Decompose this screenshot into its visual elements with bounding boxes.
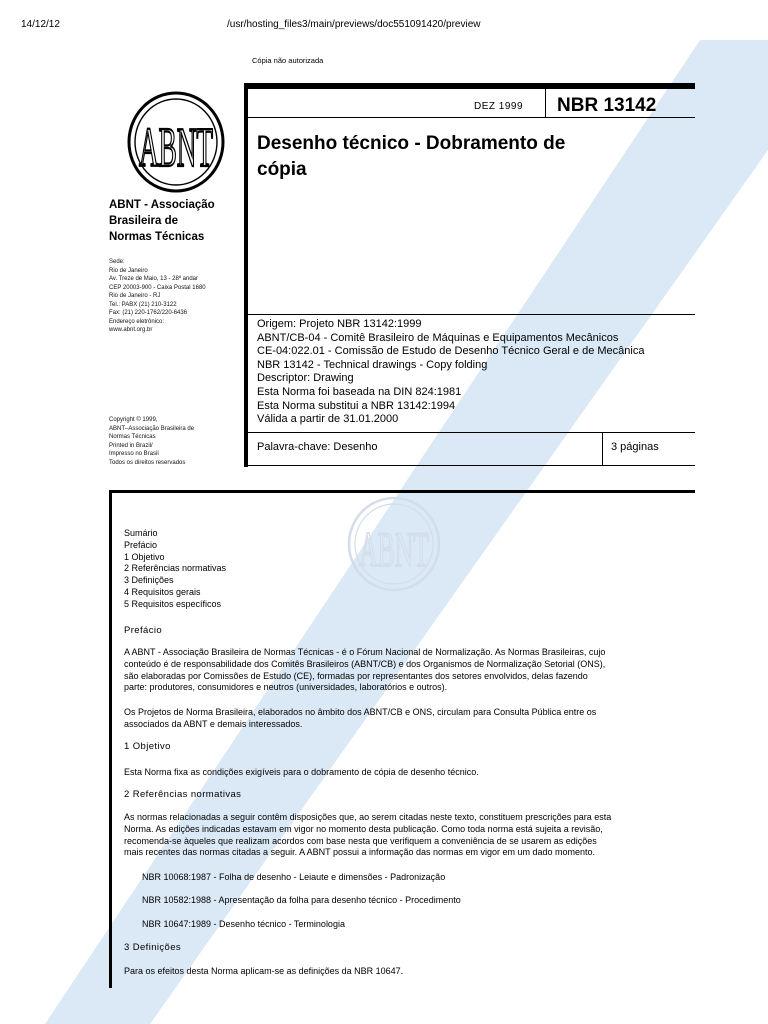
summary-item: 1 Objetivo bbox=[124, 551, 165, 562]
paragraph-line: recomenda-se àqueles que realizam acordos com base nesta que verifiquem a conveniência de se usarem as edições bbox=[124, 835, 597, 846]
copyright-line: Impresso no Brasil bbox=[109, 451, 159, 457]
abnt-watermark-logo bbox=[346, 495, 442, 593]
title-line: cópia bbox=[257, 159, 307, 180]
reference-item: NBR 10068:1987 - Folha de desenho - Leiaute e dimensões - Padronização bbox=[142, 872, 446, 882]
info-line: CE-04:022.01 - Comissão de Estudo de Desenho Técnico Geral e de Mecânica bbox=[257, 345, 645, 358]
preface-heading: Prefácio bbox=[124, 625, 163, 636]
org-line: Normas Técnicas bbox=[109, 231, 205, 243]
address-line: Fax: (21) 220-1762/220-6436 bbox=[109, 310, 188, 316]
cover-title-rule bbox=[248, 117, 695, 118]
keywords: Palavra-chave: Desenho bbox=[257, 441, 378, 453]
publication-date: DEZ 1999 bbox=[474, 101, 524, 112]
objective-heading: 1 Objetivo bbox=[124, 741, 171, 752]
paragraph-line: mais recentes das normas citadas a seguir. A ABNT possui a informação das normas em vigor em um dado momento. bbox=[124, 847, 596, 858]
cover-keyword-rule-top bbox=[248, 432, 695, 433]
paragraph-line: As normas relacionadas a seguir contêm disposições que, ao serem citadas neste texto, constituem prescrições para esta bbox=[124, 812, 612, 822]
unauthorized-copy-notice: Cópia não autorizada bbox=[252, 56, 324, 65]
copyright-line: Normas Técnicas bbox=[109, 434, 156, 440]
references-heading: 2 Referências normativas bbox=[124, 789, 242, 800]
paragraph-line: associados da ABNT e demais interessados. bbox=[124, 718, 303, 729]
paragraph-line: Os Projetos de Norma Brasileira, elaborados no âmbito dos ABNT/CB e ONS, circulam para Consulta Pública entre os bbox=[124, 707, 597, 717]
copyright-line: Todos os direitos reservados bbox=[109, 459, 186, 466]
summary-item: 4 Requisitos gerais bbox=[124, 586, 201, 597]
info-line: Válida a partir de 31.01.2000 bbox=[257, 413, 399, 426]
info-line: NBR 13142 - Technical drawings - Copy folding bbox=[257, 358, 488, 371]
cover-info-rule bbox=[248, 314, 695, 315]
cover-pages-divider bbox=[602, 432, 603, 466]
document-title bbox=[257, 131, 565, 183]
paragraph-line: conteúdo é de responsabilidade dos Comitês Brasileiros (ABNT/CB) e dos Organismos de Normalização Setorial (ONS), bbox=[124, 658, 606, 669]
address-line: CEP 20003-900 - Caixa Postal 1680 bbox=[109, 284, 206, 291]
references-text bbox=[124, 812, 611, 859]
reference-item: NBR 10647:1989 - Desenho técnico - Terminologia bbox=[142, 919, 345, 929]
org-line: Brasileira de bbox=[109, 215, 179, 227]
paragraph-line: Norma. As edições indicadas estavam em vigor no momento desta publicação. Como toda norma está sujeita a revisão, bbox=[124, 823, 603, 834]
definitions-heading: 3 Definições bbox=[124, 942, 182, 953]
print-path: /usr/hosting_files3/main/previews/doc551091420/preview bbox=[227, 19, 481, 30]
address-line: Av. Treze de Maio, 13 - 28º andar bbox=[109, 276, 199, 282]
reference-item: NBR 10582:1988 - Apresentação da folha para desenho técnico - Procedimento bbox=[142, 895, 461, 905]
paragraph-line: A ABNT - Associação Brasileira de Normas Técnicas - é o Fórum Nacional de Normalização. As Normas Brasileiras, cujo bbox=[124, 647, 606, 657]
address-line: Rio de Janeiro bbox=[109, 267, 148, 274]
cover-left-rule bbox=[244, 83, 248, 467]
copyright-line: Printed in Brazil/ bbox=[109, 442, 153, 449]
cover-top-rule bbox=[247, 83, 695, 89]
cover-number-divider bbox=[545, 89, 546, 118]
summary-item: 2 Referências normativas bbox=[124, 563, 227, 574]
address-line: Rio de Janeiro - RJ bbox=[109, 293, 161, 299]
address-line: Tel.: PABX (21) 210-3122 bbox=[109, 301, 177, 308]
paragraph-line: são elaboradas por Comissões de Estudo (CE), formadas por representantes dos setores envolvidos, delas fazendo bbox=[124, 670, 588, 681]
definitions-text: Para os efeitos desta Norma aplicam-se as definições da NBR 10647. bbox=[124, 966, 404, 976]
copyright-line: Copyright © 1999, bbox=[109, 417, 158, 423]
print-date: 14/12/12 bbox=[21, 19, 60, 30]
origin-info-block bbox=[257, 318, 644, 427]
abnt-logo-text: ABNT bbox=[139, 117, 213, 179]
abnt-watermark-text: ABNT bbox=[359, 521, 429, 577]
copyright-block bbox=[109, 416, 194, 467]
preface-paragraph-1 bbox=[124, 647, 605, 694]
address-block bbox=[109, 258, 206, 335]
abnt-logo bbox=[126, 90, 226, 194]
info-line: Esta Norma foi baseada na DIN 824:1981 bbox=[257, 385, 462, 398]
objective-text: Esta Norma fixa as condições exigíveis para o dobramento de cópia de desenho técnico. bbox=[124, 767, 479, 777]
summary-item: 5 Requisitos específicos bbox=[124, 598, 222, 609]
cover-keyword-rule-bottom bbox=[248, 465, 695, 466]
summary-block bbox=[124, 528, 226, 611]
summary-item: 3 Definições bbox=[124, 575, 174, 586]
address-line: Sede: bbox=[109, 259, 125, 265]
organization-name bbox=[109, 197, 215, 245]
standard-number: NBR 13142 bbox=[557, 95, 657, 116]
page2-top-rule bbox=[109, 490, 695, 493]
page2-left-rule bbox=[109, 490, 112, 988]
paragraph-line: parte: produtores, consumidores e neutros (universidades, laboratórios e outros). bbox=[124, 682, 448, 693]
info-line: ABNT/CB-04 - Comitê Brasileiro de Máquinas e Equipamentos Mecânicos bbox=[257, 331, 619, 344]
summary-item: Prefácio bbox=[124, 539, 158, 550]
page-count: 3 páginas bbox=[611, 441, 659, 453]
address-line: www.abnt.org.br bbox=[109, 327, 153, 333]
info-line: Esta Norma substitui a NBR 13142:1994 bbox=[257, 399, 456, 412]
address-line: Endereço eletrônico: bbox=[109, 318, 165, 325]
org-line: ABNT - Associação bbox=[109, 199, 215, 211]
info-line: Descriptor: Drawing bbox=[257, 372, 354, 385]
info-line: Origem: Projeto NBR 13142:1999 bbox=[257, 318, 422, 330]
summary-title: Sumário bbox=[124, 528, 158, 538]
preface-paragraph-2 bbox=[124, 707, 596, 731]
cover-page bbox=[0, 0, 768, 480]
title-line: Desenho técnico - Dobramento de bbox=[257, 133, 566, 154]
copyright-line: ABNT–Associação Brasileira de bbox=[109, 425, 195, 432]
